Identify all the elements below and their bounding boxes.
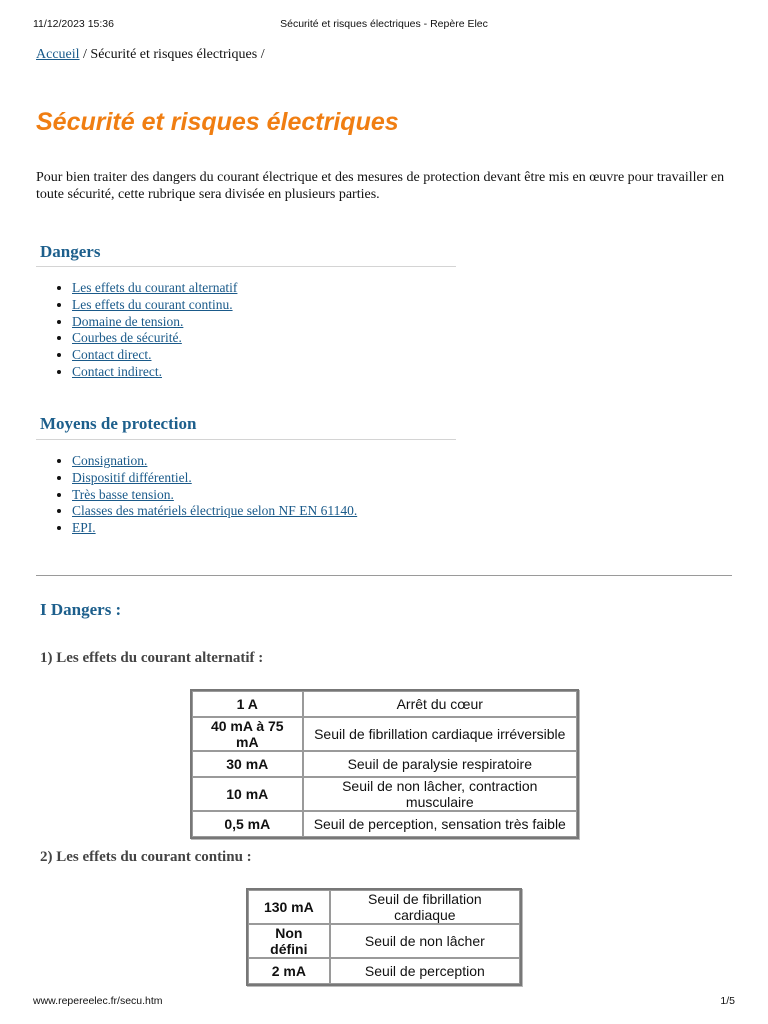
- dangers-section-title: Dangers: [40, 242, 101, 261]
- print-header: [33, 18, 735, 32]
- current-value-cell: 0,5 mA: [192, 811, 303, 837]
- current-value-cell: 1 A: [192, 691, 303, 717]
- list-item: [72, 347, 237, 364]
- alternatif-heading: 1) Les effets du courant alternatif :: [40, 650, 264, 666]
- dangers-link-list: [54, 280, 237, 381]
- breadcrumb: [36, 47, 265, 63]
- list-item: [72, 503, 357, 520]
- link-classes-materiels[interactable]: Classes des matériels électrique selon NF EN 61140.: [72, 503, 358, 519]
- effect-description-cell: Seuil de perception: [330, 958, 520, 984]
- print-page-title: Sécurité et risques électriques - Repère Elec: [280, 18, 488, 30]
- protection-link-list: [54, 453, 357, 537]
- link-contact-direct[interactable]: Contact direct.: [72, 347, 152, 363]
- table-row: [248, 958, 520, 984]
- effect-description-cell: Arrêt du cœur: [303, 691, 577, 717]
- current-value-cell: 10 mA: [192, 777, 303, 811]
- breadcrumb-home-link[interactable]: Accueil: [36, 47, 80, 62]
- protection-section-title: Moyens de protection: [40, 414, 197, 433]
- link-consignation[interactable]: Consignation.: [72, 453, 148, 468]
- print-footer: [33, 995, 735, 1009]
- link-epi[interactable]: EPI.: [72, 520, 96, 536]
- list-item: [72, 487, 357, 504]
- link-courbes-securite[interactable]: Courbes de sécurité.: [72, 330, 182, 346]
- print-url: www.repereelec.fr/secu.htm: [33, 995, 163, 1007]
- intro-paragraph: Pour bien traiter des dangers du courant électrique et des mesures de protection devant être mis en œuvre pour travailler en toute sécurité, cette rubrique sera divisée en plusieurs parties.: [36, 170, 725, 202]
- current-value-cell: 40 mA à 75 mA: [192, 717, 303, 751]
- effect-description-cell: Seuil de perception, sensation très faible: [303, 811, 577, 837]
- content-divider: [36, 575, 732, 576]
- table-row: [248, 924, 520, 958]
- link-tres-basse-tension[interactable]: Très basse tension.: [72, 486, 174, 502]
- list-item: [72, 470, 357, 487]
- protection-divider: [36, 439, 456, 440]
- current-value-cell: 2 mA: [248, 958, 330, 984]
- list-item: [72, 314, 237, 331]
- page-title: Sécurité et risques électriques: [36, 108, 399, 136]
- effect-description-cell: Seuil de non lâcher, contraction musculaire: [303, 777, 577, 811]
- print-page-number: 1/5: [720, 995, 735, 1007]
- print-datetime: 11/12/2023 15:36: [33, 18, 114, 30]
- list-item: [72, 453, 357, 470]
- table-row: [248, 890, 520, 924]
- link-domaine-tension[interactable]: Domaine de tension.: [72, 313, 184, 329]
- effect-description-cell: Seuil de fibrillation cardiaque irréversible: [303, 717, 577, 751]
- table-row: [192, 691, 577, 717]
- current-value-cell: 30 mA: [192, 751, 303, 777]
- continu-table: [246, 888, 522, 986]
- link-effets-alternatif[interactable]: Les effets du courant alternatif: [72, 280, 238, 295]
- link-contact-indirect[interactable]: Contact indirect.: [72, 363, 162, 379]
- list-item: [72, 297, 237, 314]
- list-item: [72, 520, 357, 537]
- table-row: [192, 717, 577, 751]
- effect-description-cell: Seuil de fibrillation cardiaque: [330, 890, 520, 924]
- table-row: [192, 777, 577, 811]
- list-item: [72, 330, 237, 347]
- dangers-divider: [36, 266, 456, 267]
- link-dispositif-differentiel[interactable]: Dispositif différentiel.: [72, 469, 192, 485]
- effect-description-cell: Seuil de paralysie respiratoire: [303, 751, 577, 777]
- current-value-cell: Non défini: [248, 924, 330, 958]
- list-item: [72, 364, 237, 381]
- link-effets-continu[interactable]: Les effets du courant continu.: [72, 296, 233, 312]
- current-value-cell: 130 mA: [248, 890, 330, 924]
- breadcrumb-current: / Sécurité et risques électriques /: [79, 47, 265, 62]
- continu-heading: 2) Les effets du courant continu :: [40, 849, 252, 865]
- list-item: [72, 280, 237, 297]
- dangers-heading: I Dangers :: [40, 600, 122, 619]
- alternatif-table: [190, 689, 579, 839]
- table-row: [192, 751, 577, 777]
- effect-description-cell: Seuil de non lâcher: [330, 924, 520, 958]
- table-row: [192, 811, 577, 837]
